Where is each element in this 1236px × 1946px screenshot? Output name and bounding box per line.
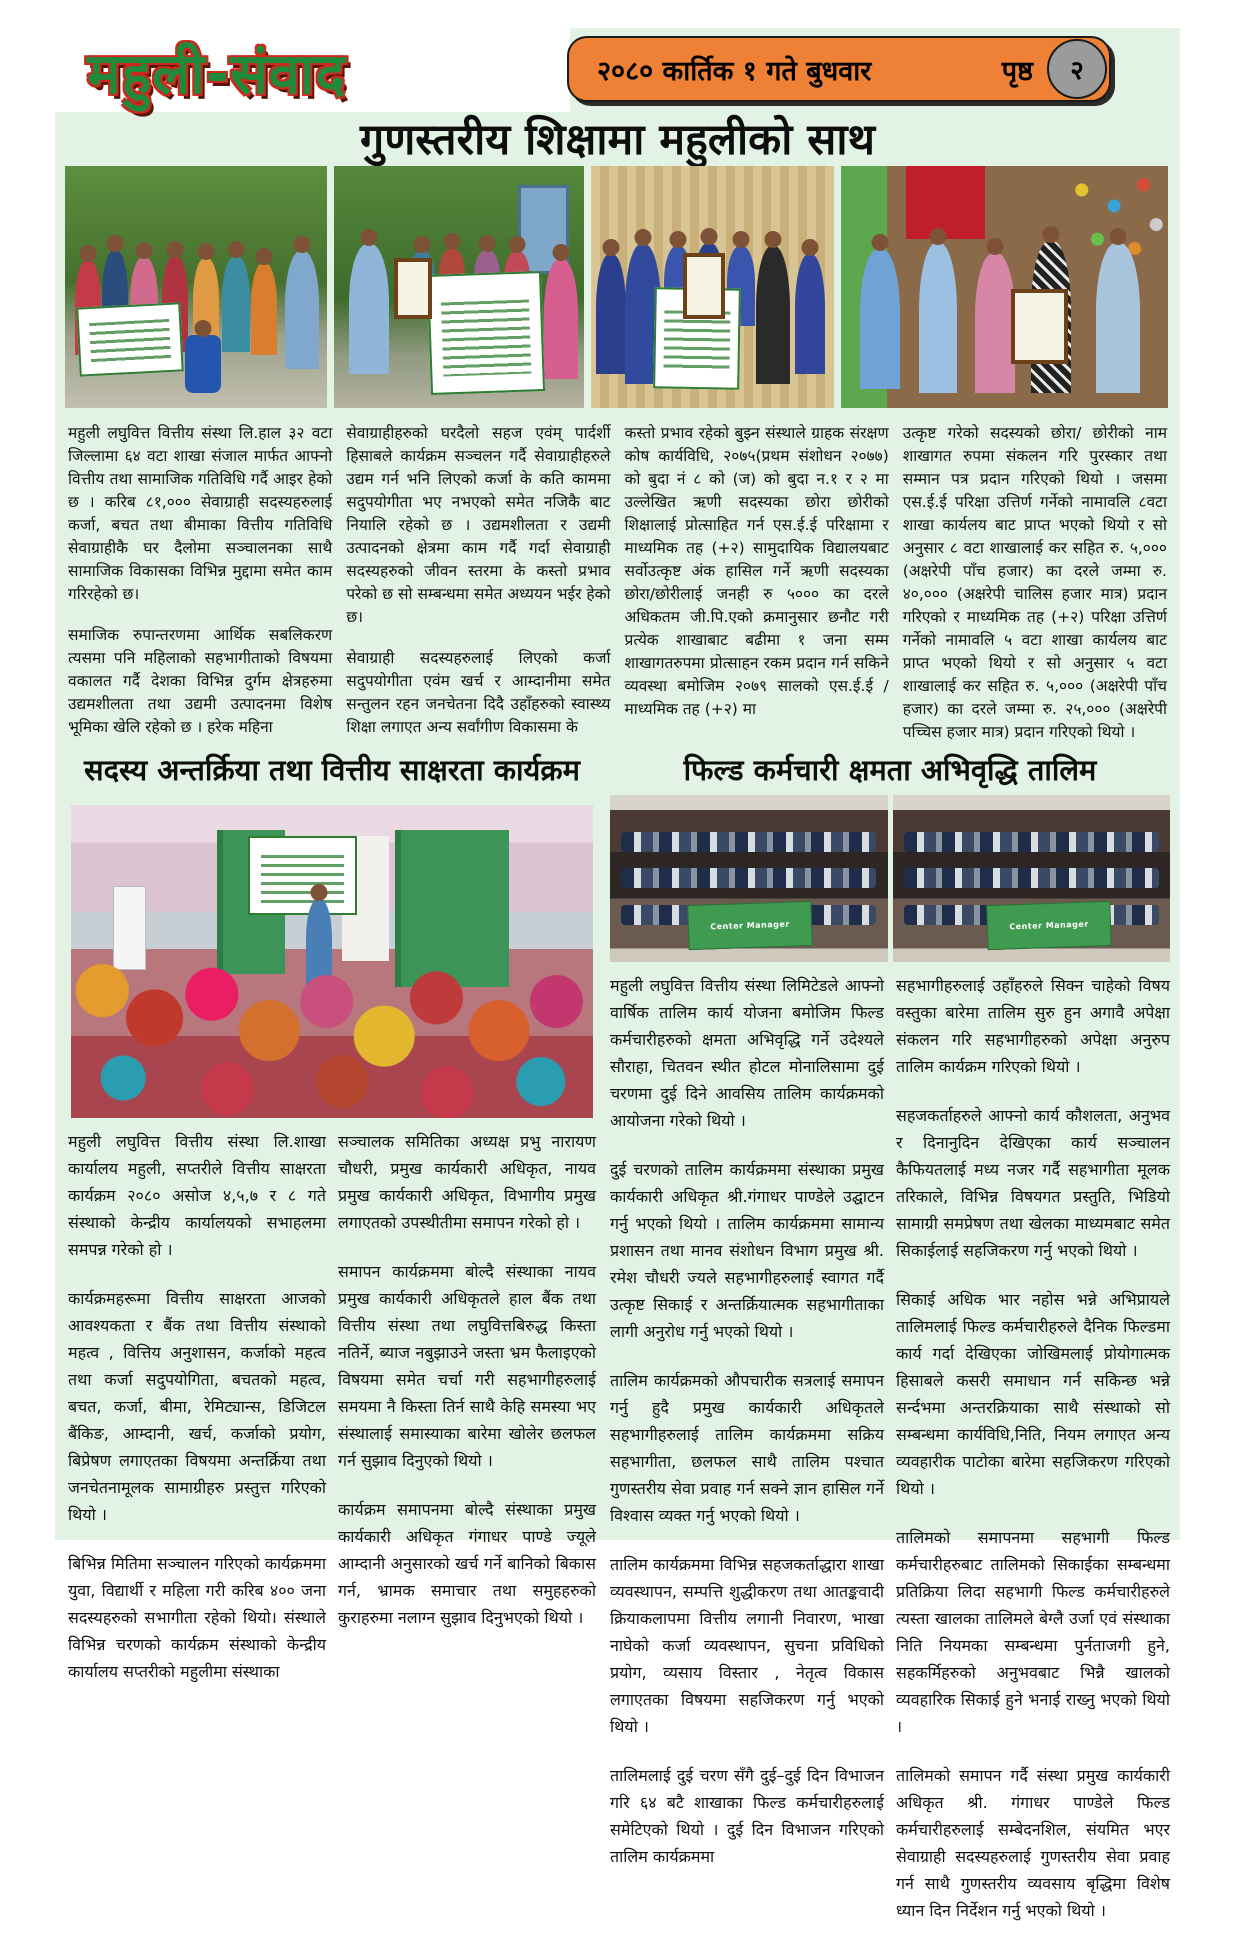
article-paragraph: कार्यक्रमहरूमा वित्तीय साक्षरता आजको आवश्यकता र बैंक तथा वित्तीय संस्थाको महत्व , वित्तिय अनुशासन, कर्जाको महत्व तथा कर्जा सदुपयोगिता, बचतको महत्व, बचत, कर्जा, बीमा, रेमिट्यान्स, डिजिटल बैंकिङ, आम्दानी, खर्च, कर्जाको प्रयोग, बिप्रेषण लगाएतका विषयमा अन्तर्क्रिया तथा जनचेतनामूलक सामाग्रीहरु प्रस्तुत्त गरिएको थियो । — [68, 1289, 326, 1524]
person-figure — [349, 244, 389, 374]
training-group-photo-1 — [610, 795, 888, 962]
section-staff-training — [610, 750, 1170, 1946]
person-figure — [596, 254, 626, 374]
main-article-columns — [68, 422, 1167, 762]
people-row — [904, 832, 1159, 852]
article-paragraph: बिभिन्न मितिमा सञ्चालन गरिएको कार्यक्रममा युवा, विद्यार्थी र महिला गरी करिब ४०० जना सदस्यहरुको सभागीता रहेको थियो। संस्थाले विभिन्न चरणको कार्यक्रम संस्थाको केन्द्रीय कार्यालय सप्तरीको महुलीमा संस्थाका — [68, 1554, 326, 1681]
program-banner — [427, 271, 545, 395]
training-group-photo-2 — [893, 795, 1171, 962]
article-paragraph: महुली लघुवित्त वित्तीय संस्था लिमिटेडले आफ्नो वार्षिक तालिम कार्य योजना बमोजिम फिल्ड कर्मचारीहरुको क्षमता अभिवृद्धि गर्ने उदेश्यले सौराहा, चितवन स्थीत होटल मोनालिसामा दुई चरणमा दुई दिने आवसिय तालिम कार्यक्रमको आयोजना गरेको थियो । — [610, 976, 884, 1130]
article-paragraph: सेवाग्राहीहरुको घरदैलो सहज एवंम् पार्दर्शी हिसाबले कार्यक्रम सञ्चलन गर्दै सेवाग्राहीहरुले उद्यम गर्न भनि लिएको कर्जा के कति काममा सदुपयोगीता भए नभएको समेत नजिकै बाट नियालि रहेको छ । उद्यमशीलता र उद्यमी उत्पादनको क्षेत्रमा काम गर्दै गर्दा सेवाग्राही सदस्यहरुको जीवन स्तरमा के कस्तो प्रभाव परेको छ सो सम्बन्धमा समेत अध्ययन भईर हेको छ। — [346, 424, 611, 626]
training-banner: Center Manager — [986, 901, 1112, 951]
newspaper-masthead: महुली-संवाद — [87, 42, 347, 107]
main-headline: गुणस्तरीय शिक्षामा महुलीको साथ — [360, 115, 875, 165]
program-banner — [76, 302, 183, 377]
article-paragraph: महुली लघुवित्त वित्तीय संस्था लि.हाल ३२ वटा जिल्लामा ६४ वटा शाखा संजाल मार्फत आफ्नो वित्तीय तथा सामाजिक गतिविधि गर्दै आइर हेको छ । करिब ८१,००० सेवाग्राही सदस्यहरुलाई कर्जा, बचत तथा बीमाका वित्तीय गतिविधि सेवाग्राहीकै घर दैलोमा सञ्चालनका साथै सामाजिक विकासका विभिन्न मुद्दामा समेत काम गरिरहेको छ। — [68, 424, 333, 603]
person-figure — [860, 249, 900, 389]
article-paragraph: सञ्चालक समितिका अध्यक्ष प्रभु नारायण चौधरी, प्रमुख कार्यकारी अधिकृत, नायव प्रमुख कार्यकारी अधिकृत, विभागीय प्रमुख लगाएतको उपस्थीतीमा समापन गरेको हो । — [338, 1132, 596, 1232]
photo-literacy-hall — [71, 805, 593, 1118]
seated-awardee-figure — [185, 335, 221, 393]
photo-family-shopfront — [841, 166, 1168, 408]
certificate-frame — [683, 253, 725, 319]
photo-award-village-2 — [334, 166, 584, 408]
article-column-2 — [346, 422, 610, 762]
article-paragraph: सहजकर्ताहरुले आफ्नो कार्य कौशलता, अनुभव र दिनानुदिन देखिएका कार्य सञ्चालन कैफियतलाई मध्य नजर गर्दै सहभागीता मूलक तरिकाले, विभिन्न विषयगत प्रस्तुति, भिडियो सामाग्री समप्रेषण तथा खेलका माध्यमबाट समेत सिकाईलाई सहजिकरण गर्नु भएको थियो । — [896, 1106, 1170, 1260]
person-figure — [222, 256, 250, 352]
article-paragraph: महुली लघुवित्त वित्तीय संस्था लि.शाखा कार्यालय महुली, सप्तरीले वित्तीय साक्षरता कार्यक्रम २०८० असोज ४,५,७ र ८ गते संस्थाको केन्द्रीय कार्यालयको सभाहलमा समपन्न गरेको हो । — [68, 1132, 326, 1259]
article-paragraph: तालिम कार्यक्रममा विभिन्न सहजकर्ताद्धारा शाखा व्यवस्थापन, सम्पत्ति शुद्धीकरण तथा आतङ्कवादी क्रियाकलापमा वित्तीय लगानी निवारण, भाखा नाघेको कर्जा व्यवस्थापन, सुचना प्रविधिको प्रयोग, व्यसाय विस्तार , नेतृत्व विकास लगाएतका विषयमा सहजिकरण गर्नु भएको थियो । — [610, 1555, 884, 1736]
section-headline-right: फिल्ड कर्मचारी क्षमता अभिवृद्धि तालिम — [683, 753, 1097, 787]
certificate-frame — [394, 258, 432, 319]
people-row — [904, 868, 1159, 888]
date-bar — [567, 36, 1111, 102]
people-row — [621, 868, 876, 888]
article-column-4 — [903, 422, 1167, 762]
person-figure — [285, 251, 319, 369]
right-section-column-1 — [610, 972, 884, 1946]
training-banner: Center Manager — [687, 901, 813, 951]
article-paragraph: सेवाग्राही सदस्यहरुलाई लिएको कर्जा सदुपयोगीता एवंम खर्च र आम्दानीमा समेत सन्तुलन रहन जनचेतना दिदै उहाँहरुको स्वास्थ्य शिक्षा लगाएत अन्य सर्वांगीण विकासमा के — [346, 649, 611, 736]
article-paragraph: समापन कार्यक्रममा बोल्दै संस्थाका नायव प्रमुख कार्यकारी अधिकृतले हाल बैंक तथा वित्तीय संस्था तथा लघुवित्तबिरुद्ध किस्ता नतिर्ने, ब्याज नबुझाउने जस्ता भ्रम फैलाइएको विषयमा समेत चर्चा गरी सहभागीहरुलाई समयमा नै किस्ता तिर्न साथै केहि समस्या भए संस्थालाई समास्याका बारेमा खोलेर छलफल गर्न सुझाव दिनुएको थियो । — [338, 1262, 596, 1470]
section-headline-left: सदस्य अन्तर्क्रिया तथा वित्तीय साक्षरता कार्यक्रम — [84, 753, 580, 787]
article-paragraph: समाजिक रुपान्तरणमा आर्थिक सबलिकरण त्यसमा पनि महिलाको सहभागीताको विषयमा वकालत गर्दै देशका विभिन्न दुर्गम क्षेत्रहरुमा उद्यमशीलता तथा उद्यमी उत्पादनमा विशेष भूमिका खेलि रहेको छ । हरेक महिना — [68, 626, 333, 736]
article-paragraph: कस्तो प्रभाव रहेको बुझ्न संस्थाले ग्राहक संरक्षण कोष कार्यविधि, २०७५(प्रथम संशोधन २०७७) को बुदा नं ८ को (ज) को बुदा न.१ र २ मा उल्लेखित ऋणी सदस्यका छोरा छोरीको शिक्षालाई प्रोत्साहित गर्न एस.ई.ई परिक्षामा र माध्यमिक तह (+२) सामुदायिक विद्यालयबाट सर्वोउत्कृष्ट अंक हासिल गर्ने ऋणी सदस्यका छोरा/छोरीलाई जनही रु ५००० का दरले अधिकतम जी.पि.एको क्रमानुसार छनौट गरी प्रत्येक शाखाबाट बढीमा १ जना सम्म शाखागतरुपमा प्रोत्साहन रकम प्रदान गर्न सकिने व्यवस्था बमोजिम २०७९ सालको एस.ई.ई /माध्यमिक तह (+२) मा — [624, 424, 889, 718]
bottom-sections — [68, 750, 1170, 1946]
people-row — [621, 832, 876, 852]
photo-award-village-1 — [65, 166, 327, 408]
photo-women-group-certificate — [591, 166, 834, 408]
article-column-3 — [625, 422, 889, 762]
article-paragraph: सहभागीहरुलाई उहाँहरुले सिक्न चाहेको विषय वस्तुका बारेमा तालिम सुरु हुन अगावै अपेक्षा संकलन गरि सहभागीहरुको अपेक्षा अनुरुप तालिम कार्यक्रम गरिएको थियो । — [896, 976, 1170, 1076]
person-figure — [251, 263, 277, 355]
right-section-columns — [610, 972, 1170, 1946]
article-paragraph: दुई चरणको तालिम कार्यक्रममा संस्थाका प्रमुख कार्यकारी अधिकृत श्री.गंगाधर पाण्डेले उद्घाटन गर्नु भएको थियो । तालिम कार्यक्रममा सामान्य प्रशासन तथा मानव संशोधन विभाग प्रमुख श्री. रमेश चौधरी ज्यले सहभागीहरुलाई स्वागत गर्दै उत्कृष्ट सिकाई र अन्तर्क्रियात्मक सहभागीताका लागी अनुरोध गर्नु भएको थियो । — [610, 1160, 884, 1341]
cola-sign — [906, 166, 985, 239]
issue-date: २०८० कार्तिक १ गते बुधवार — [597, 55, 872, 87]
article-paragraph: तालिमलाई दुई चरण सँगै दुई–दुई दिन विभाजन गरि ६४ बटै शाखाका फिल्ड कर्मचारीहरुलाई समेटिएको थियो । दुई दिन विभाजन गरिएको तालिम कार्यक्रममा — [610, 1766, 884, 1866]
program-banner — [248, 836, 356, 915]
page-number-badge: २ — [1047, 39, 1107, 99]
person-figure — [756, 246, 790, 384]
article-paragraph: तालिमको समापन गर्दै संस्था प्रमुख कार्यकारी अधिकृत श्री. गंगाधर पाण्डेले फिल्ड कर्मचारीहरुलाई सम्बेदनशिल, संयमित भएर सेवाग्राही सदस्यहरुलाई गुणस्तरीय सेवा प्रवाह गर्न साथै गुणस्तरीय व्यवसाय बृद्धिमा विशेष ध्यान दिन निर्देशन गर्नु भएको थियो । — [896, 1766, 1170, 1920]
section-financial-literacy — [68, 750, 596, 1946]
person-figure — [795, 254, 825, 374]
left-section-column-1 — [68, 1128, 326, 1707]
person-figure — [919, 243, 957, 393]
right-section-column-2 — [896, 972, 1170, 1946]
left-section-column-2 — [338, 1128, 596, 1707]
photo-training-collage — [610, 795, 1170, 962]
photo-strip — [65, 166, 1168, 408]
person-figure — [544, 259, 578, 379]
article-paragraph: तालिमको समापनमा सहभागी फिल्ड कर्मचारीहरुबाट तालिमको सिकाईका सम्बन्धमा प्रतिक्रिया लिदा सहभागी फिल्ड कर्मचारीहरुले त्यस्ता खालका तालिमले बेग्लै उर्जा एवं संस्थाका निति नियमका सम्बन्धमा पुर्नताजगी हुने, सहकर्मिहरुको अनुभवबाट भिन्नै खालको व्यवहारिक सिकाई हुने भनाई राख्नु भएको थियो । — [896, 1528, 1170, 1736]
audience-crowd — [71, 936, 593, 1118]
article-paragraph: तालिम कार्यक्रमको औपचारीक सत्रलाई समापन गर्नु हुदै प्रमुख कार्यकारी अधिकृतले सहभागीहरुलाई तालिम कार्यक्रममा सक्रिय सहभागीता, छलफल साथै तालिम पश्चात गुणस्तरीय सेवा प्रवाह गर्न सक्ने ज्ञान हासिल गर्ने विश्वास व्यक्त गर्नु भएको थियो । — [610, 1371, 884, 1525]
article-paragraph: उत्कृष्ट गरेको सदस्यको छोरा/ छोरीको नाम शाखागत रुपमा संकलन गरि पुरस्कार तथा सम्मान पत्र प्रदान गरिएको थियो । जसमा एस.ई.ई परिक्षा उत्तिर्ण गर्नेको नामावलि ८वटा शाखा कार्यलय बाट प्राप्त भएको थियो र सो अनुसार ८ वटा शाखालाई कर सहित रु. ५,००० (अक्षरेपी पाँच हजार) का दरले जम्मा रु. ४०,००० (अक्षरेपी चालिस हजार मात्र) प्रदान गरिएको र माध्यमिक तह (+२) परिक्षा उत्तिर्ण गर्नेको नामावलि ५ वटा शाखा कार्यलय बाट प्राप्त भएको थियो र सो अनुसार ५ वटा शाखालाई कर सहित रु. ५,००० (अक्षरेपी पाँच हजार) का दरले जम्मा रु. २५,००० (अक्षरेपी पच्चिस हजार मात्र) प्रदान गरिएको थियो । — [902, 424, 1167, 741]
article-paragraph: कार्यक्रम समापनमा बोल्दै संस्थाका प्रमुख कार्यकारी अधिकृत गंगाधर पाण्डे ज्यूले आम्दानी अनुसारको खर्च गर्ने बानिको बिकास गर्न, भ्रामक समाचार तथा समुहहरुको कुराहरुमा नलाग्न सुझाव दिनुभएको थियो । — [338, 1500, 596, 1627]
newspaper-page — [55, 28, 1180, 1920]
person-figure — [975, 253, 1015, 393]
article-column-1 — [68, 422, 332, 762]
person-figure — [1096, 243, 1140, 393]
certificate-frame — [1011, 289, 1068, 365]
article-paragraph: सिकाई अधिक भार नहोस भन्ने अभिप्रायले तालिमलाई फिल्ड कर्मचारीहरुले दैनिक फिल्डमा कार्य गर्दा देखिएका जोखिमलाई प्रोयोगात्मक हिसाबले कसरी समाधान गर्न सकिन्छ भन्ने सर्न्दभमा अन्तरक्रियाका साथै संस्थाको सो सम्बन्धमा कार्यविधि,निति, नियम लगाएत अन्य व्यवहारीक पाटोका बारेमा सहजिकरण गरिएको थियो । — [896, 1290, 1170, 1498]
left-section-columns — [68, 1128, 596, 1707]
page-label: पृष्ठ — [1001, 55, 1033, 87]
